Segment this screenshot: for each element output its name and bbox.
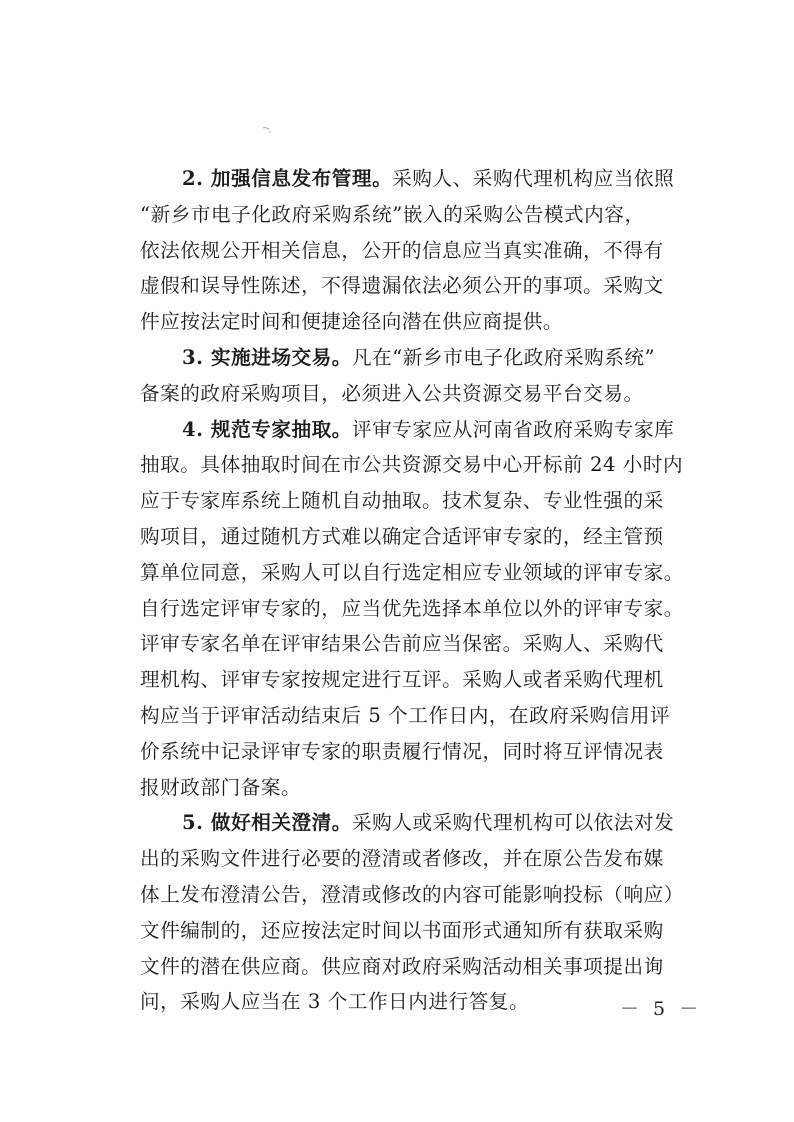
paragraph-first-line: [140, 805, 685, 841]
paragraph-line: 构应当于评审活动结束后 5 个工作日内，在政府采购信用评: [140, 703, 671, 727]
section-heading: 5. 做好相关澄清。: [182, 811, 352, 835]
paragraph-line: 算单位同意，采购人可以自行选定相应专业领域的评审专家。: [140, 560, 684, 584]
paragraph-text: 采购人、采购代理机构应当依照: [392, 167, 675, 190]
paragraph-text: 凡在“新乡市电子化政府采购系统”: [351, 345, 656, 369]
paragraph-line: 价系统中记录评审专家的职责履行情况，同时将互评情况表: [140, 739, 664, 763]
document-body: [140, 161, 685, 1020]
section-4: [140, 412, 685, 806]
paragraph-text: 评审专家应从河南省政府采购专家库: [351, 417, 675, 441]
section-heading: 2. 加强信息发布管理。: [182, 167, 393, 190]
paragraph-line: 报财政部门备案。: [140, 775, 302, 799]
paragraph-line: 问，采购人应当在 3 个工作日内进行答复。: [140, 990, 530, 1014]
paragraph-line: 体上发布澄清公告，澄清或修改的内容可能影响投标（响应）: [140, 882, 684, 906]
paragraph-line: 抽取。具体抽取时间在市公共资源交易中心开标前 24 小时内: [140, 453, 684, 477]
paragraph-text: 采购人或采购代理机构可以依法对发: [351, 811, 675, 835]
paragraph-first-line: [140, 412, 685, 448]
paragraph-line: “新乡市电子化政府采购系统”嵌入的采购公告模式内容，: [140, 202, 645, 226]
paragraph-line: 依法依规公开相关信息，公开的信息应当真实准确，不得有: [140, 238, 664, 262]
paragraph-line: 评审专家名单在评审结果公告前应当保密。采购人、采购代: [140, 632, 664, 656]
paragraph-line: 备案的政府采购项目，必须进入公共资源交易平台交易。: [140, 381, 644, 405]
paragraph-line: 出的采购文件进行必要的澄清或者修改，并在原公告发布媒: [140, 847, 664, 871]
scan-mark: [262, 126, 272, 134]
section-heading: 4. 规范专家抽取。: [182, 417, 352, 441]
paragraph-line: 文件编制的，还应按法定时间以书面形式通知所有获取采购: [140, 918, 664, 942]
paragraph-first-line: [140, 161, 685, 197]
paragraph-line: 理机构、评审专家按规定进行互评。采购人或者采购代理机: [140, 668, 664, 692]
paragraph-line: 购项目，通过随机方式难以确定合适评审专家的，经主管预: [140, 524, 664, 548]
page-number: － 5 －: [620, 998, 703, 1020]
section-3: [140, 340, 685, 412]
paragraph-line: 文件的潜在供应商。供应商对政府采购活动相关事项提出询: [140, 954, 664, 978]
paragraph-line: 自行选定评审专家的，应当优先选择本单位以外的评审专家。: [140, 596, 684, 620]
section-heading: 3. 实施进场交易。: [182, 345, 352, 369]
paragraph-line: 虚假和误导性陈述，不得遗漏依法必须公开的事项。采购文: [140, 274, 664, 298]
paragraph-first-line: [140, 340, 685, 376]
section-5: [140, 805, 685, 1020]
paragraph-line: 件应按法定时间和便捷途径向潜在供应商提供。: [140, 310, 564, 334]
section-2: [140, 161, 685, 340]
paragraph-line: 应于专家库系统上随机自动抽取。技术复杂、专业性强的采: [140, 489, 664, 513]
